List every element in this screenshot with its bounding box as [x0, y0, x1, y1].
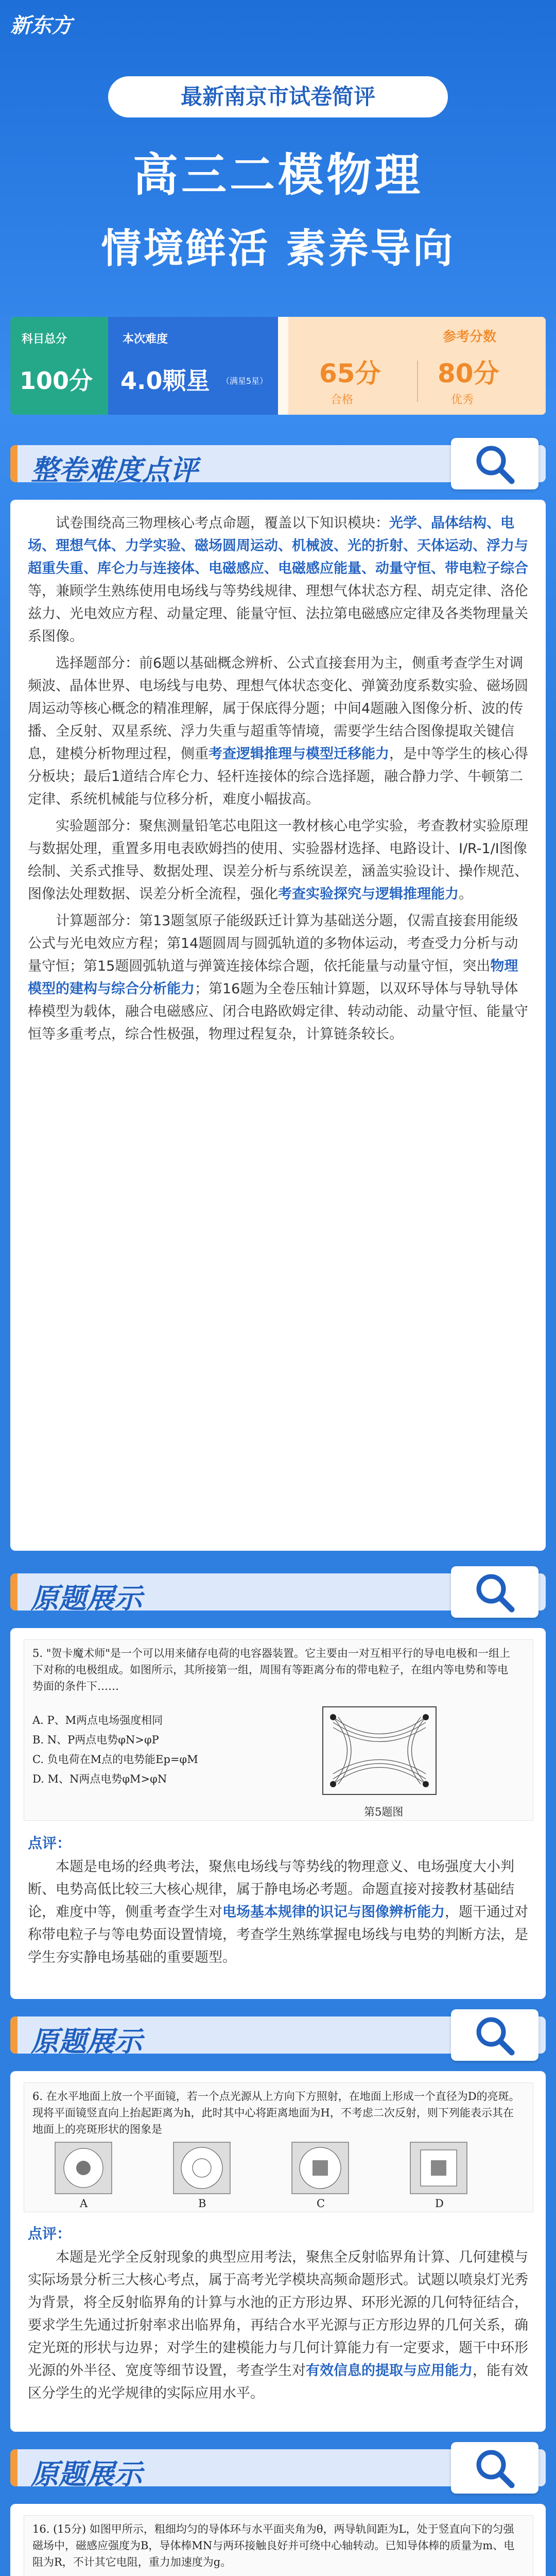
search-button[interactable]	[451, 2442, 538, 2494]
section-heading-original-2	[10, 2009, 546, 2061]
review-highlight: 考查实验探究与逻辑推理能力	[278, 886, 459, 902]
section-accent	[10, 2016, 18, 2054]
reference-score-label: 参考分数	[443, 329, 497, 345]
question-stem: 16. (15分) 如图甲所示，粗细均匀的导体环与水平面夹角为θ，两导轨间距为L，处于竖直向下的匀强磁场中，磁感应强度为B，导体棒MN与两环接触良好并可绕中心轴转动。已知导体棒的质量为m、电阻为R，不计其它电阻，重力加速度为g。	[32, 2523, 515, 2568]
full-score-box	[10, 317, 108, 415]
section-accent	[10, 1573, 18, 1611]
review-text: ；第16题为全卷压轴计算题，以双环导体与导轨导体棒模型为载体，融合电磁感应、闭合电路欧姆定律、转动动能、动量守恒、能量守恒等多重考点，综合性极强，物理过程复杂，计算链条较长。	[28, 981, 528, 1042]
section-title: 原题展示	[31, 2025, 142, 2058]
search-icon	[451, 1566, 538, 1618]
section-heading-original-3	[10, 2442, 546, 2494]
option-c: C. 负电荷在M点的电势能Ep=φM	[32, 1753, 198, 1766]
review-text: 选择题部分：前6题以基础概念辨析、公式直接套用为主，侧重考查学生对调频波、晶体世界、电场线与电势、理想气体状态变化、弹簧劲度系数实验、磁场圆周运动等核心概念的精准理解，属于保底得分题；中间4题融入图像分析、波的传播、全反射、双星系统、浮力失重与超重等情境，需要学生结合图像提取关键信息，建模分析物理过程，侧重	[28, 655, 528, 762]
question-paper-1	[24, 1639, 533, 1821]
option-d-label: D	[435, 2197, 444, 2210]
option-a-label: A	[80, 2197, 88, 2210]
field-lines-figure	[312, 1702, 446, 1805]
full-score-value: 100分	[20, 367, 93, 395]
option-b: B. N、P两点电势φN>φP	[32, 1734, 159, 1746]
reference-divider	[417, 361, 418, 402]
review-highlight: 考查逻辑推理与模型迁移能力	[208, 746, 389, 762]
pass-score: 65分	[319, 359, 381, 388]
search-icon	[451, 2442, 538, 2494]
excellent-label: 优秀	[451, 394, 474, 406]
review-paragraph-4	[28, 910, 528, 1046]
review-text: 等，兼顾学生熟练使用电场线与等势线规律、理想气体状态方程、胡克定律、洛伦兹力、光电效应方程、动量定理、能量守恒、法拉第电磁感应定律及各类物理量关系图像。	[28, 583, 528, 645]
search-button[interactable]	[451, 438, 538, 489]
search-icon	[451, 438, 538, 489]
comment-text: 本题是电场的经典考法，聚焦电场线与等势线的物理意义、电场强度大小判断、电势高低比较三大核心规律，属于静电场必考题。命题直接对接教材基础结论，难度中等，侧重考查学生对	[28, 1859, 514, 1920]
comment-label: 点评：	[28, 2225, 72, 2242]
option-b-label: B	[198, 2197, 206, 2210]
comment-text: ，能有效区分学生的光学规律的实际应用水平。	[28, 2363, 528, 2401]
question-stem: 6. 在水平地面上放一个平面镜，若一个点光源从上方向下方照射，在地面上形成一个直径为D的亮斑。现将平面镜竖直向上抬起距离为h，此时其中心将距离地面为H，不考虑二次反射，则下列能表示其在地面上的亮斑形状的图象是	[32, 2090, 520, 2136]
page-slogan: 情境鲜活 素养导向	[101, 226, 455, 272]
comment-highlight: 有效信息的提取与应用能力	[306, 2363, 473, 2379]
option-c-label: C	[317, 2197, 325, 2210]
difficulty-label: 本次难度	[123, 333, 168, 346]
review-text: ，是中等学生的核心得分板块；最后1道结合库仑力、轻杆连接体的综合选择题，融合静力学、牛顿第二定律、系统机械能与位移分析，难度小幅拔高。	[28, 746, 528, 807]
review-text: 试卷围绕高三物理核心考点命题，覆盖以下知识模块：	[56, 515, 389, 531]
section-accent	[10, 445, 18, 482]
option-a: A. P、M两点电场强度相同	[32, 1714, 163, 1726]
review-paragraph-3	[28, 815, 528, 906]
search-button[interactable]	[451, 2009, 538, 2061]
review-text: 实验题部分：聚焦测量铅笔芯电阻这一教材核心电学实验，考查教材实验原理与数据处理，重置多用电表欧姆挡的使用、实验器材选择、电路设计、I/R-1/I图像绘制、关系式推导、数据处理、误差分析与系统误差，涵盖实验设计、操作规范、图像法处理数据、误差分析全流程，强化	[28, 818, 528, 902]
question-paper-2	[24, 2082, 533, 2212]
review-text: 计算题部分：第13题氢原子能级跃迁计算为基础送分题，仅需直接套用能级公式与光电效应方程；第14题圆周与圆弧轨道的多物体运动，考查受力分析与动量守恒；第15题圆弧轨道与弹簧连接体综合题，依托能量与动量守恒，突出	[28, 913, 518, 974]
section-heading-original-1	[10, 1566, 546, 1618]
review-paragraph-2	[28, 652, 528, 811]
figure-caption: 第5题图	[364, 1806, 404, 1818]
section-title: 原题展示	[31, 1582, 142, 1615]
section-title: 整卷难度点评	[31, 454, 198, 486]
section-heading-difficulty	[10, 438, 546, 489]
section-title: 原题展示	[31, 2458, 142, 2490]
review-text: 。	[459, 886, 473, 902]
full-score-label: 科目总分	[22, 333, 67, 346]
page-subtitle: 最新南京市试卷简评	[108, 76, 448, 117]
review-highlight: 光学、晶体结构、电场、理想气体、力学实验、磁场圆周运动、机械波、光的折射、天体运动、浮力与超重失重、库仑力与连接体、电磁感应、电磁感应能量、动量守恒、带电粒子综合	[28, 515, 528, 577]
review-highlight: 物理模型的建构与综合分析能力	[28, 958, 518, 997]
difficulty-review-card	[10, 500, 546, 1551]
comment-text: 本题是光学全反射现象的典型应用考法，聚焦全反射临界角计算、几何建模与实际场景分析三大核心考点，属于高考光学模块高频命题形式。试题以喷泉灯光秀为背景，将全反射临界角的计算与水池的正方形边界、环形光源的几何特征结合，要求学生先通过折射率求出临界角，再结合水平光源与正方形边界的几何关系，确定光斑的形状与边界；对学生的建模能力与几何计算能力有一定要求，题干中环形光源的外半径、宽度等细节设置，考查学生对	[28, 2249, 528, 2379]
pass-label: 合格	[331, 394, 354, 406]
original-question-card-2	[10, 2071, 546, 2432]
original-question-card-3	[10, 2504, 546, 2576]
excellent-score: 80分	[438, 359, 499, 388]
page-title: 高三二模物理	[132, 148, 423, 201]
search-button[interactable]	[451, 1566, 538, 1618]
comment-paragraph	[28, 2246, 528, 2405]
search-icon	[451, 2009, 538, 2061]
difficulty-note: （满星5星）	[221, 376, 268, 386]
original-question-card-1	[10, 1628, 546, 1999]
section-accent	[10, 2449, 18, 2486]
brand-logo: 新东方	[10, 13, 72, 38]
review-paragraph-1	[28, 512, 528, 648]
question-stem: 5. "贺卡魔术师"是一个可以用来储存电荷的电容器装置。它主要由一对互相平行的导电电极和一组上下对称的电极组成。如图所示，其所接第一组，周围有等距离分布的带电粒子，在组内等电势和等电势面的条件下……	[32, 1647, 511, 1692]
option-d: D. M、N两点电势φM>φN	[32, 1773, 167, 1785]
comment-paragraph	[28, 1856, 528, 1969]
comment-highlight: 电场基本规律的识记与图像辨析能力	[222, 1904, 445, 1920]
question-paper-3	[24, 2515, 533, 2576]
comment-text: ，题干通过对称带电粒子与等电势面设置情境，考查学生熟练掌握电场线与电势的判断方法，是学生夯实静电场基础的重要题型。	[28, 1904, 528, 1965]
difficulty-box	[108, 317, 278, 415]
difficulty-value: 4.0颗星	[120, 367, 210, 395]
comment-label: 点评：	[28, 1835, 72, 1852]
